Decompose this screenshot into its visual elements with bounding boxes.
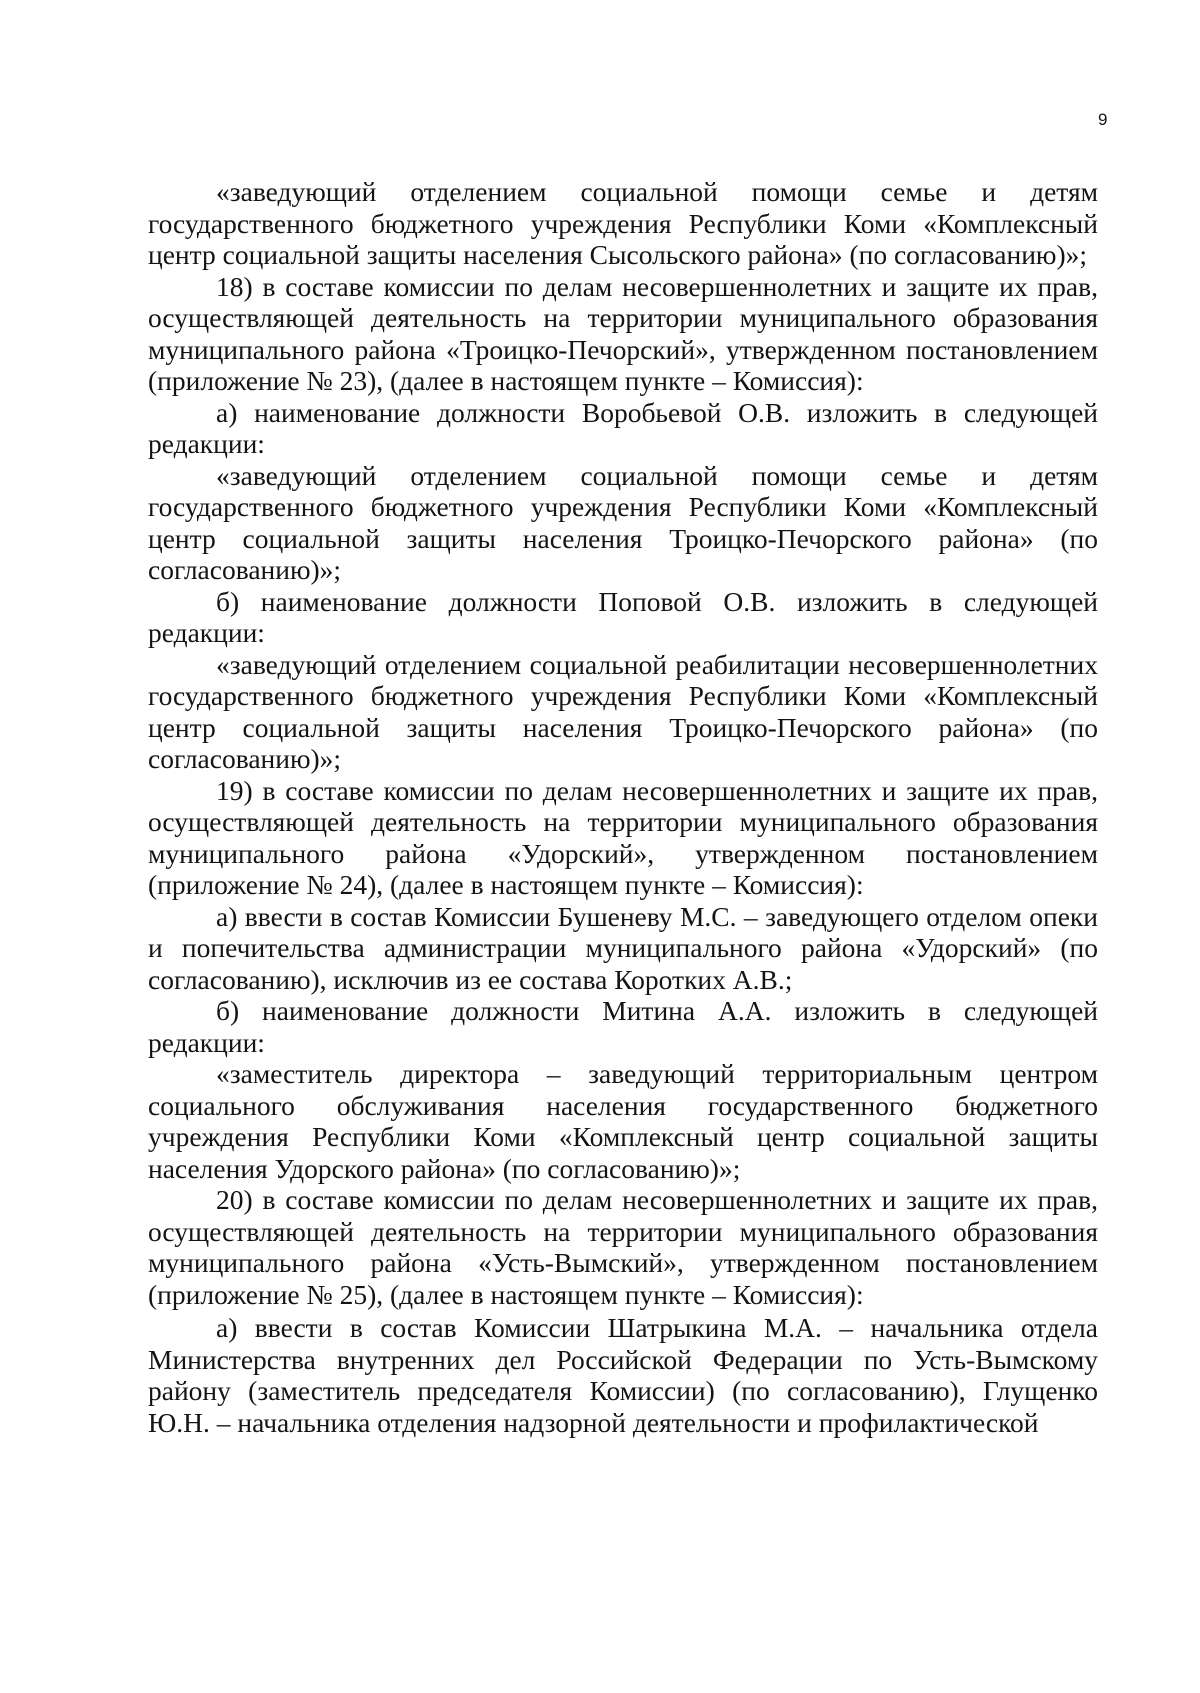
paragraph-item-18b-quote: «заведующий отделением социальной реабилитации несовершеннолетних государственного бюджетного учреждения Республики Коми «Комплексный центр социальной защиты населения Троицко-Печорского района» (по согласованию)»; <box>148 648 1098 774</box>
paragraph-item-19b: б) наименование должности Митина А.А. изложить в следующей редакции: <box>148 995 1098 1058</box>
paragraph-item-18b: б) наименование должности Поповой О.В. изложить в следующей редакции: <box>148 585 1098 648</box>
page-number: 9 <box>1098 110 1108 129</box>
paragraph-item-18: 18) в составе комиссии по делам несовершеннолетних и защите их прав, осуществляющей деятельность на территории муниципального образования муниципального района «Троицко-Печорский», утвержденном постановлением (приложение № 23), (далее в настоящем пункте – Комиссия): <box>148 270 1098 396</box>
paragraph-item-19b-quote: «заместитель директора – заведующий территориальным центром социального обслуживания населения государственного бюджетного учреждения Республики Коми «Комплексный центр социальной защиты населения Удорского района» (по согласованию)»; <box>148 1058 1098 1184</box>
paragraph-item-18a: а) наименование должности Воробьевой О.В. изложить в следующей редакции: <box>148 396 1098 459</box>
paragraph-item-18a-quote: «заведующий отделением социальной помощи семье и детям государственного бюджетного учреждения Республики Коми «Комплексный центр социальной защиты населения Троицко-Печорского района» (по согласованию)»; <box>148 459 1098 585</box>
paragraph-item-19: 19) в составе комиссии по делам несовершеннолетних и защите их прав, осуществляющей деятельность на территории муниципального образования муниципального района «Удорский», утвержденном постановлением (приложение № 24), (далее в настоящем пункте – Комиссия): <box>148 774 1098 900</box>
paragraph-item-20: 20) в составе комиссии по делам несовершеннолетних и защите их прав, осуществляющей деятельность на территории муниципального образования муниципального района «Усть-Вымский», утвержденном постановлением (приложение № 25), (далее в настоящем пункте – Комиссия): <box>148 1184 1098 1310</box>
paragraph-item-20a: а) ввести в состав Комиссии Шатрыкина М.А. – начальника отдела Министерства внутренних дел Российской Федерации по Усть-Вымскому району (заместитель председателя Комиссии) (по согласованию), Глущенко Ю.Н. – начальника отделения надзорной деятельности и профилактической <box>148 1312 1098 1438</box>
paragraph-item-17-quote: «заведующий отделением социальной помощи семье и детям государственного бюджетного учреждения Республики Коми «Комплексный центр социальной защиты населения Сысольского района» (по согласованию)»; <box>148 176 1098 270</box>
paragraph-item-19a: а) ввести в состав Комиссии Бушеневу М.С. – заведующего отделом опеки и попечительства администрации муниципального района «Удорский» (по согласованию), исключив из ее состава Коротких А.В.; <box>148 900 1098 995</box>
document-body <box>148 176 1098 1438</box>
